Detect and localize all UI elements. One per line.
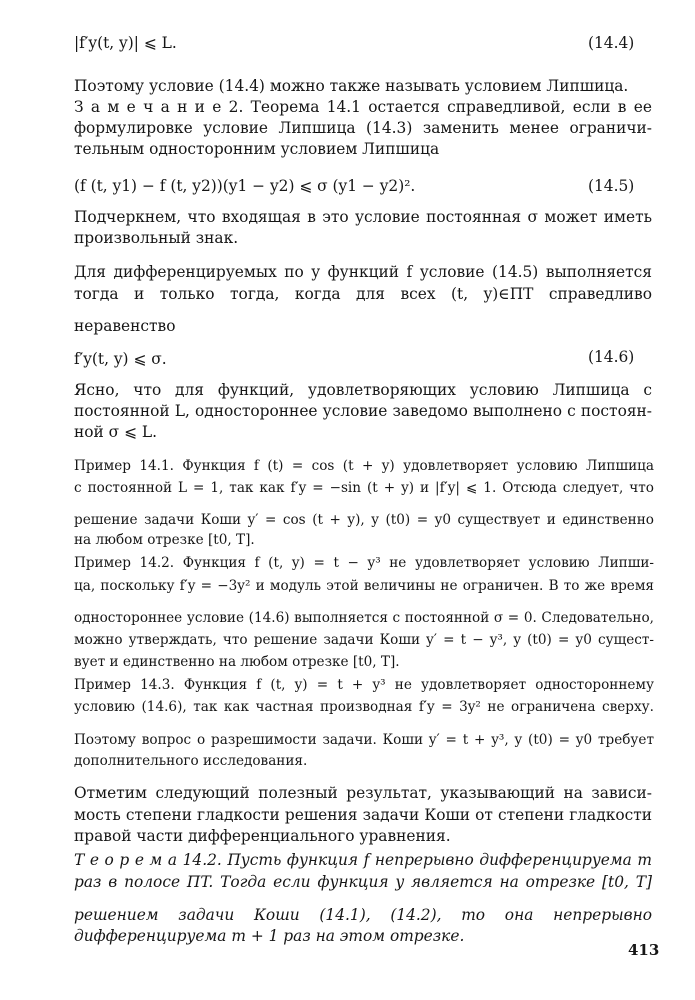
example-14-3-line: дополнительного исследования. [74,753,308,769]
text-line: Отметим следующий полезный результат, указывающий на зависи- [74,784,652,802]
example-14-2-line: Пример 14.2. Функция f (t, y) = t − y³ не удовлетворяет условию Липши- [74,555,654,571]
example-14-1-line: с постоянной L = 1, так как f′y = −sin (t + y) и |f′y| ⩽ 1. Отсюда следует, что [74,480,654,496]
text-line: Ясно, что для функций, удовлетворяющих условию Липшица с [74,381,652,399]
text-line: мость степени гладкости решения задачи Коши от степени гладкости [74,806,652,824]
text-line: неравенство [74,317,176,335]
text-line: Подчеркнем, что входящая в это условие постоянная σ может иметь [74,208,652,226]
example-14-3-line: Пример 14.3. Функция f (t, y) = t + y³ не удовлетворяет одностороннему [74,677,654,693]
text-line: формулировке условие Липшица (14.3) заменить менее ограничи- [74,119,652,137]
example-14-2-line: ца, поскольку f′y = −3y² и модуль этой величины не ограничен. В то же время [74,578,654,594]
example-14-2-line: одностороннее условие (14.6) выполняется с постоянной σ = 0. Следовательно, [74,610,654,626]
text-line: ной σ ⩽ L. [74,423,157,441]
example-14-1-line: решение задачи Коши y′ = cos (t + y), y (t0) = y0 существует и единственно [74,512,654,528]
equation-number-14-6: (14.6) [588,348,635,366]
example-14-3-line: Поэтому вопрос о разрешимости задачи. Коши y′ = t + y³, y (t0) = y0 требует [74,732,654,748]
equation-number-14-4: (14.4) [588,34,635,52]
theorem-14-2-line: раз в полосе ПT. Тогда если функция y является на отрезке [t0, T] [74,873,652,891]
formula-14-6: f′y(t, y) ⩽ σ. [74,350,167,368]
text-line: Поэтому условие (14.4) можно также называть условием Липшица. [74,77,629,95]
example-14-1-line: на любом отрезке [t0, T]. [74,532,255,548]
remark-2-heading: З а м е ч а н и е 2. Теорема 14.1 остается справедливой, если в ее [74,98,652,116]
formula-14-5: (f (t, y1) − f (t, y2))(y1 − y2) ⩽ σ (y1 − y2)². [74,177,416,195]
text-line: тельным односторонним условием Липшица [74,140,440,158]
equation-number-14-5: (14.5) [588,177,635,195]
theorem-14-2-heading: Т е о р е м а 14.2. Пусть функция f непрерывно дифференцируема m [74,851,652,869]
text-line: постоянной L, одностороннее условие заведомо выполнено с постоян- [74,402,652,420]
example-14-2-line: можно утверждать, что решение задачи Коши y′ = t − y³, y (t0) = y0 сущест- [74,632,654,648]
text-line: произвольный знак. [74,229,239,247]
example-14-3-line: условию (14.6), так как частная производная f′y = 3y² не ограничена сверху. [74,699,654,715]
text-line: тогда и только тогда, когда для всех (t, y)∈ПT справедливо [74,285,652,303]
example-14-1-line: Пример 14.1. Функция f (t) = cos (t + y) удовлетворяет условию Липшица [74,458,654,474]
formula-14-4: |f′y(t, y)| ⩽ L. [74,34,177,52]
example-14-2-line: вует и единственно на любом отрезке [t0, T]. [74,654,400,670]
page-number: 413 [628,941,660,959]
theorem-14-2-line: дифференцируема m + 1 раз на этом отрезке. [74,927,465,945]
theorem-14-2-line: решением задачи Коши (14.1), (14.2), то она непрерывно [74,906,652,924]
text-line: правой части дифференциального уравнения. [74,827,451,845]
text-line: Для дифференцируемых по y функций f условие (14.5) выполняется [74,263,652,281]
